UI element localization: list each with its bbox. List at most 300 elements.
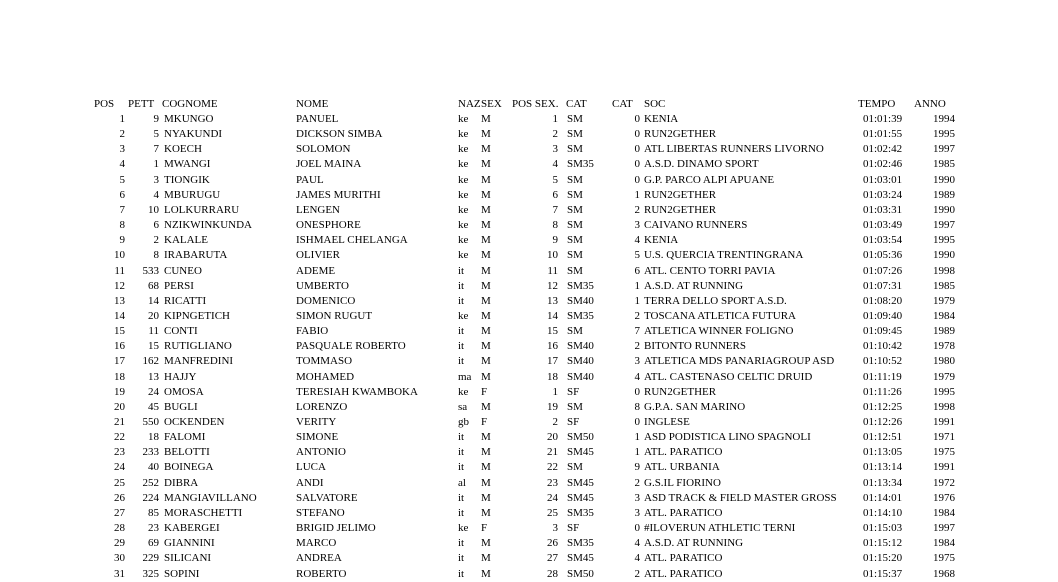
row-cat-pos: 2 xyxy=(634,204,640,216)
row-cat-pos: 9 xyxy=(634,461,640,473)
row-cognome: FALOMI xyxy=(164,431,206,443)
row-soc: RUN2GETHER xyxy=(644,128,717,140)
row-tempo: 01:14:10 xyxy=(863,507,903,519)
row-nome: ISHMAEL CHELANGA xyxy=(296,234,408,246)
row-cat: SM xyxy=(567,113,583,125)
row-pos: 19 xyxy=(114,386,125,398)
row-cognome: CUNEO xyxy=(164,265,202,277)
row-pett: 20 xyxy=(148,310,159,322)
row-tempo: 01:13:34 xyxy=(863,477,903,489)
row-cat-pos: 0 xyxy=(634,522,640,534)
row-cat-pos: 0 xyxy=(634,128,640,140)
row-nome: ANDI xyxy=(296,477,324,489)
row-anno: 1984 xyxy=(933,310,955,322)
row-cat: SF xyxy=(567,416,580,428)
row-soc: KENIA xyxy=(644,113,679,125)
row-naz: gb xyxy=(458,416,469,428)
row-cat: SM40 xyxy=(567,371,594,383)
row-soc: RUN2GETHER xyxy=(644,386,717,398)
row-cat-pos: 2 xyxy=(634,310,640,322)
row-pos-sex-cat: 19 xyxy=(547,401,558,413)
row-nome: TERESIAH KWAMBOKA xyxy=(296,386,418,398)
row-naz: it xyxy=(458,431,465,443)
row-naz: ke xyxy=(458,143,469,155)
row-cat: SM xyxy=(567,265,583,277)
row-pett: 69 xyxy=(148,537,159,549)
row-pett: 24 xyxy=(148,386,159,398)
row-cognome: KABERGEI xyxy=(164,522,220,534)
row-sex: M xyxy=(481,295,491,307)
row-sex: M xyxy=(481,174,491,186)
row-naz: it xyxy=(458,265,465,277)
row-anno: 1984 xyxy=(933,537,955,549)
row-soc: BITONTO RUNNERS xyxy=(644,340,746,352)
row-naz: it xyxy=(458,446,465,458)
row-soc: RUN2GETHER xyxy=(644,204,717,216)
row-cognome: SILICANI xyxy=(164,552,212,564)
row-anno: 1985 xyxy=(933,280,955,292)
row-cognome: RUTIGLIANO xyxy=(164,340,232,352)
row-pos: 6 xyxy=(119,189,125,201)
row-sex: M xyxy=(481,234,491,246)
row-cognome: RICATTI xyxy=(164,295,207,307)
row-tempo: 01:14:01 xyxy=(863,492,903,504)
row-sex: F xyxy=(481,522,488,534)
row-tempo: 01:03:24 xyxy=(863,189,903,201)
header-nome: NOME xyxy=(296,98,329,110)
row-naz: ke xyxy=(458,219,469,231)
row-pos: 22 xyxy=(114,431,125,443)
row-nome: JAMES MURITHI xyxy=(296,189,381,201)
row-cognome: NYAKUNDI xyxy=(164,128,223,140)
row-naz: ke xyxy=(458,174,469,186)
row-cat: SF xyxy=(567,522,580,534)
row-tempo: 01:10:42 xyxy=(863,340,903,352)
row-tempo: 01:02:42 xyxy=(863,143,903,155)
row-pos: 27 xyxy=(114,507,125,519)
row-anno: 1997 xyxy=(933,143,955,155)
row-cognome: BELOTTI xyxy=(164,446,210,458)
row-nome: JOEL MAINA xyxy=(296,158,362,170)
row-anno: 1979 xyxy=(933,371,955,383)
row-tempo: 01:02:46 xyxy=(863,158,903,170)
row-naz: ke xyxy=(458,189,469,201)
row-cat: SM50 xyxy=(567,568,594,580)
row-pos-sex-cat: 3 xyxy=(552,143,558,155)
row-pos-sex-cat: 18 xyxy=(547,371,558,383)
row-anno: 1972 xyxy=(933,477,955,489)
row-cat-pos: 0 xyxy=(634,158,640,170)
row-pett: 550 xyxy=(142,416,159,428)
row-tempo: 01:11:19 xyxy=(863,371,902,383)
row-cat: SM xyxy=(567,174,583,186)
row-cognome: MBURUGU xyxy=(164,189,221,201)
row-pos-sex-cat: 24 xyxy=(547,492,558,504)
row-nome: MOHAMED xyxy=(296,371,355,383)
row-nome: SOLOMON xyxy=(296,143,351,155)
row-anno: 1980 xyxy=(933,355,955,367)
row-cat: SM xyxy=(567,128,583,140)
row-soc: TOSCANA ATLETICA FUTURA xyxy=(644,310,796,322)
row-sex: M xyxy=(481,552,491,564)
row-nome: SIMON RUGUT xyxy=(296,310,373,322)
row-nome: SALVATORE xyxy=(296,492,358,504)
row-cat: SM35 xyxy=(567,537,594,549)
row-pett: 1 xyxy=(153,158,159,170)
row-naz: it xyxy=(458,355,465,367)
row-pett: 13 xyxy=(148,371,159,383)
row-tempo: 01:03:54 xyxy=(863,234,903,246)
row-soc: ATL. PARATICO xyxy=(644,568,723,580)
row-pett: 2 xyxy=(153,234,159,246)
row-nome: DICKSON SIMBA xyxy=(296,128,383,140)
row-cat-pos: 2 xyxy=(634,568,640,580)
row-naz: it xyxy=(458,507,465,519)
row-anno: 1995 xyxy=(933,386,955,398)
row-pos: 17 xyxy=(114,355,125,367)
row-pos: 14 xyxy=(114,310,125,322)
row-pos-sex-cat: 1 xyxy=(552,386,558,398)
row-cognome: SOPINI xyxy=(164,568,200,580)
row-sex: M xyxy=(481,401,491,413)
row-nome: VERITY xyxy=(296,416,337,428)
row-pett: 252 xyxy=(142,477,159,489)
row-pett: 5 xyxy=(153,128,159,140)
row-cat: SM xyxy=(567,461,583,473)
row-anno: 1990 xyxy=(933,174,955,186)
row-pett: 9 xyxy=(153,113,159,125)
row-pos: 10 xyxy=(114,249,125,261)
row-pos-sex-cat: 10 xyxy=(547,249,558,261)
row-pos: 18 xyxy=(114,371,125,383)
row-nome: PAUL xyxy=(296,174,324,186)
row-naz: ke xyxy=(458,128,469,140)
row-cat-pos: 0 xyxy=(634,113,640,125)
row-anno: 1984 xyxy=(933,507,955,519)
row-anno: 1991 xyxy=(933,461,955,473)
row-cognome: MORASCHETTI xyxy=(164,507,243,519)
row-cat-pos: 1 xyxy=(634,280,640,292)
row-naz: it xyxy=(458,552,465,564)
row-cat-pos: 2 xyxy=(634,477,640,489)
row-pos-sex-cat: 14 xyxy=(547,310,558,322)
row-soc: #ILOVERUN ATHLETIC TERNI xyxy=(644,522,796,534)
row-pett: 68 xyxy=(148,280,159,292)
row-cognome: KOECH xyxy=(164,143,202,155)
row-cognome: NZIKWINKUNDA xyxy=(164,219,252,231)
row-tempo: 01:07:26 xyxy=(863,265,903,277)
row-pos: 28 xyxy=(114,522,125,534)
row-naz: it xyxy=(458,280,465,292)
row-sex: M xyxy=(481,461,491,473)
row-nome: FABIO xyxy=(296,325,329,337)
row-cognome: CONTI xyxy=(164,325,198,337)
row-cat: SM xyxy=(567,204,583,216)
row-pos: 15 xyxy=(114,325,125,337)
row-tempo: 01:11:26 xyxy=(863,386,902,398)
row-cat-pos: 8 xyxy=(634,401,640,413)
row-pos-sex-cat: 22 xyxy=(547,461,558,473)
row-pos-sex-cat: 13 xyxy=(547,295,558,307)
row-anno: 1971 xyxy=(933,431,955,443)
row-cat: SM50 xyxy=(567,431,594,443)
row-anno: 1990 xyxy=(933,204,955,216)
row-cognome: KIPNGETICH xyxy=(164,310,230,322)
row-pos: 3 xyxy=(119,143,125,155)
row-pos-sex-cat: 7 xyxy=(552,204,558,216)
header-cat-pos: CAT xyxy=(612,98,633,110)
row-pett: 8 xyxy=(153,249,159,261)
row-soc: RUN2GETHER xyxy=(644,189,717,201)
row-naz: al xyxy=(458,477,466,489)
row-nome: ONESPHORE xyxy=(296,219,361,231)
row-soc: G.P. PARCO ALPI APUANE xyxy=(644,174,775,186)
row-tempo: 01:13:05 xyxy=(863,446,903,458)
header-cognome: COGNOME xyxy=(162,98,218,110)
row-cognome: OCKENDEN xyxy=(164,416,225,428)
row-sex: F xyxy=(481,416,488,428)
header-naz: NAZ xyxy=(458,98,481,110)
row-sex: M xyxy=(481,355,491,367)
row-soc: ATL. URBANIA xyxy=(644,461,720,473)
row-tempo: 01:12:26 xyxy=(863,416,903,428)
row-sex: M xyxy=(481,507,491,519)
row-cat: SM35 xyxy=(567,310,594,322)
row-naz: ke xyxy=(458,522,469,534)
row-nome: ANDREA xyxy=(296,552,342,564)
row-nome: PANUEL xyxy=(296,113,339,125)
row-pett: 229 xyxy=(142,552,159,564)
row-cat: SM45 xyxy=(567,492,594,504)
row-cognome: MANFREDINI xyxy=(164,355,234,367)
row-pos: 1 xyxy=(119,113,125,125)
row-soc: A.S.D. AT RUNNING xyxy=(644,280,744,292)
row-cat: SM xyxy=(567,189,583,201)
row-naz: it xyxy=(458,568,465,580)
row-pos: 13 xyxy=(114,295,125,307)
row-nome: BRIGID JELIMO xyxy=(296,522,376,534)
row-soc: ATL LIBERTAS RUNNERS LIVORNO xyxy=(644,143,824,155)
row-sex: M xyxy=(481,310,491,322)
row-cognome: MWANGI xyxy=(164,158,211,170)
row-naz: ke xyxy=(458,234,469,246)
row-anno: 1978 xyxy=(933,340,955,352)
row-soc: A.S.D. AT RUNNING xyxy=(644,537,744,549)
row-naz: it xyxy=(458,461,465,473)
row-sex: M xyxy=(481,280,491,292)
row-anno: 1985 xyxy=(933,158,955,170)
row-pos: 21 xyxy=(114,416,125,428)
row-tempo: 01:12:51 xyxy=(863,431,903,443)
header-cat: CAT xyxy=(566,98,587,110)
row-tempo: 01:15:37 xyxy=(863,568,903,580)
row-naz: ma xyxy=(458,371,472,383)
row-cat: SM xyxy=(567,219,583,231)
row-soc: ASD PODISTICA LINO SPAGNOLI xyxy=(644,431,811,443)
row-cognome: TIONGIK xyxy=(164,174,210,186)
row-soc: ATL. CASTENASO CELTIC DRUID xyxy=(644,371,813,383)
row-cat-pos: 4 xyxy=(634,371,640,383)
row-cat-pos: 0 xyxy=(634,143,640,155)
row-pos-sex-cat: 27 xyxy=(547,552,558,564)
row-sex: M xyxy=(481,204,491,216)
row-cat-pos: 6 xyxy=(634,265,640,277)
row-sex: M xyxy=(481,158,491,170)
row-cat-pos: 2 xyxy=(634,340,640,352)
row-cognome: BUGLI xyxy=(164,401,198,413)
row-pos-sex-cat: 2 xyxy=(552,416,558,428)
row-naz: ke xyxy=(458,204,469,216)
row-sex: F xyxy=(481,386,488,398)
row-cat-pos: 0 xyxy=(634,386,640,398)
row-anno: 1995 xyxy=(933,128,955,140)
row-naz: sa xyxy=(458,401,468,413)
row-nome: MARCO xyxy=(296,537,337,549)
row-pett: 10 xyxy=(148,204,159,216)
row-naz: ke xyxy=(458,158,469,170)
row-soc: A.S.D. DINAMO SPORT xyxy=(644,158,759,170)
row-pett: 7 xyxy=(153,143,159,155)
row-pos: 5 xyxy=(119,174,125,186)
row-nome: TOMMASO xyxy=(296,355,353,367)
row-cat: SM45 xyxy=(567,446,594,458)
row-tempo: 01:01:39 xyxy=(863,113,903,125)
row-sex: M xyxy=(481,128,491,140)
row-nome: SIMONE xyxy=(296,431,339,443)
row-tempo: 01:05:36 xyxy=(863,249,903,261)
row-cognome: BOINEGA xyxy=(164,461,214,473)
row-naz: it xyxy=(458,295,465,307)
row-pos: 2 xyxy=(119,128,125,140)
row-sex: M xyxy=(481,325,491,337)
row-anno: 1998 xyxy=(933,401,955,413)
row-pos-sex-cat: 23 xyxy=(547,477,558,489)
row-pos: 30 xyxy=(114,552,125,564)
row-cat: SM35 xyxy=(567,280,594,292)
row-pett: 224 xyxy=(142,492,159,504)
row-pos-sex-cat: 16 xyxy=(547,340,558,352)
row-pos-sex-cat: 15 xyxy=(547,325,558,337)
row-nome: OLIVIER xyxy=(296,249,340,261)
row-cognome: LOLKURRARU xyxy=(164,204,240,216)
row-anno: 1994 xyxy=(933,113,955,125)
row-sex: M xyxy=(481,249,491,261)
row-anno: 1976 xyxy=(933,492,955,504)
row-naz: ke xyxy=(458,113,469,125)
row-cat: SM40 xyxy=(567,340,594,352)
row-sex: M xyxy=(481,143,491,155)
row-pos-sex-cat: 17 xyxy=(547,355,558,367)
row-nome: ADEME xyxy=(296,265,336,277)
row-pett: 14 xyxy=(148,295,159,307)
row-cognome: OMOSA xyxy=(164,386,204,398)
row-pett: 6 xyxy=(153,219,159,231)
row-anno: 1979 xyxy=(933,295,955,307)
row-pos: 7 xyxy=(119,204,125,216)
row-tempo: 01:12:25 xyxy=(863,401,903,413)
row-nome: UMBERTO xyxy=(296,280,349,292)
row-cat: SM35 xyxy=(567,507,594,519)
row-cat: SM45 xyxy=(567,552,594,564)
row-soc: ATLETICA MDS PANARIAGROUP ASD xyxy=(644,355,835,367)
row-sex: M xyxy=(481,219,491,231)
row-pos-sex-cat: 6 xyxy=(552,189,558,201)
row-cat: SM xyxy=(567,143,583,155)
header-sex: SEX xyxy=(481,98,502,110)
row-cat: SM40 xyxy=(567,295,594,307)
row-pos-sex-cat: 5 xyxy=(552,174,558,186)
row-sex: M xyxy=(481,477,491,489)
row-cat: SM35 xyxy=(567,158,594,170)
row-soc: KENIA xyxy=(644,234,679,246)
row-anno: 1990 xyxy=(933,249,955,261)
row-cat-pos: 3 xyxy=(634,507,640,519)
row-cognome: PERSI xyxy=(164,280,194,292)
row-pos: 24 xyxy=(114,461,125,473)
row-cognome: DIBRA xyxy=(164,477,199,489)
row-soc: G.P.A. SAN MARINO xyxy=(644,401,746,413)
row-pett: 4 xyxy=(153,189,159,201)
row-cat-pos: 4 xyxy=(634,537,640,549)
row-pos-sex-cat: 2 xyxy=(552,128,558,140)
row-soc: ATLETICA WINNER FOLIGNO xyxy=(644,325,794,337)
row-anno: 1975 xyxy=(933,552,955,564)
row-cat-pos: 0 xyxy=(634,174,640,186)
row-cognome: HAJJY xyxy=(164,371,197,383)
row-pos-sex-cat: 20 xyxy=(547,431,558,443)
row-anno: 1998 xyxy=(933,265,955,277)
row-anno: 1997 xyxy=(933,219,955,231)
row-pos: 8 xyxy=(119,219,125,231)
row-anno: 1989 xyxy=(933,189,955,201)
row-pos: 26 xyxy=(114,492,125,504)
row-pos-sex-cat: 11 xyxy=(547,265,558,277)
row-tempo: 01:03:01 xyxy=(863,174,903,186)
row-naz: it xyxy=(458,492,465,504)
row-tempo: 01:15:03 xyxy=(863,522,903,534)
row-tempo: 01:03:49 xyxy=(863,219,903,231)
row-cat: SM45 xyxy=(567,477,594,489)
row-pos-sex-cat: 21 xyxy=(547,446,558,458)
header-soc: SOC xyxy=(644,98,666,110)
row-tempo: 01:13:14 xyxy=(863,461,903,473)
header-anno: ANNO xyxy=(914,98,946,110)
row-tempo: 01:07:31 xyxy=(863,280,903,292)
row-cat-pos: 1 xyxy=(634,446,640,458)
row-cat: SM40 xyxy=(567,355,594,367)
row-soc: ATL. PARATICO xyxy=(644,552,723,564)
row-pos-sex-cat: 26 xyxy=(547,537,558,549)
row-cat-pos: 4 xyxy=(634,234,640,246)
row-cat: SM xyxy=(567,401,583,413)
row-nome: LUCA xyxy=(296,461,326,473)
row-nome: ROBERTO xyxy=(296,568,347,580)
row-cat-pos: 3 xyxy=(634,219,640,231)
row-anno: 1968 xyxy=(933,568,955,580)
row-pett: 325 xyxy=(142,568,159,580)
row-pos-sex-cat: 25 xyxy=(547,507,558,519)
row-soc: ATL. CENTO TORRI PAVIA xyxy=(644,265,776,277)
row-cat: SM xyxy=(567,249,583,261)
row-tempo: 01:08:20 xyxy=(863,295,903,307)
row-pett: 23 xyxy=(148,522,159,534)
row-pett: 45 xyxy=(148,401,159,413)
row-tempo: 01:15:20 xyxy=(863,552,903,564)
row-naz: ke xyxy=(458,249,469,261)
row-soc: G.S.IL FIORINO xyxy=(644,477,721,489)
row-soc: ASD TRACK & FIELD MASTER GROSS xyxy=(644,492,837,504)
row-soc: TERRA DELLO SPORT A.S.D. xyxy=(644,295,787,307)
